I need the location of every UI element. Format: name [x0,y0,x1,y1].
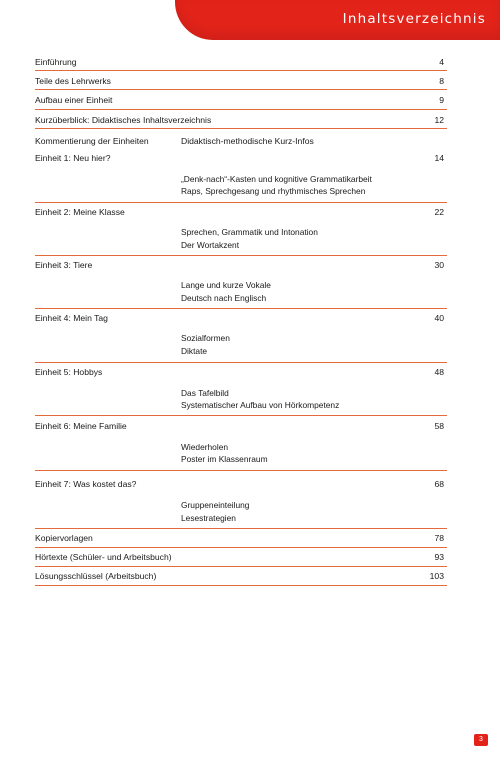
page-title: Inhaltsverzeichnis [342,11,486,27]
toc-unit-label: Einheit 4: Mein Tag [35,313,108,323]
unit-topic: Sozialformen [181,333,230,343]
toc-entry-label: Einführung [35,57,77,67]
unit-topic: Der Wortakzent [181,240,240,250]
toc-unit-page: 30 [434,260,444,270]
divider [35,202,447,203]
toc-entry-label: Kopiervorlagen [35,533,93,543]
toc-unit-label: Einheit 7: Was kostet das? [35,479,137,489]
unit-topic: Poster im Klassenraum [181,454,268,464]
toc-entry-label: Teile des Lehrwerks [35,76,111,86]
toc-unit-label: Einheit 3: Tiere [35,260,93,270]
toc-unit-page: 58 [434,421,444,431]
divider [35,362,447,363]
divider [35,415,447,416]
unit-topic: Deutsch nach Englisch [181,293,267,303]
divider [35,585,447,586]
unit-topic: Raps, Sprechgesang und rhythmisches Sprechen [181,186,366,196]
unit-topic: Lesestrategien [181,513,236,523]
divider [35,566,447,567]
toc-entry-label: Aufbau einer Einheit [35,95,113,105]
unit-topic: Sprechen, Grammatik und Intonation [181,227,318,237]
toc-unit-page: 68 [434,479,444,489]
toc-entry-page: 9 [439,95,444,105]
toc-entry-page: 78 [434,533,444,543]
toc-unit-page: 14 [434,153,444,163]
toc-entry-page: 103 [429,571,444,581]
page-number-badge: 3 [474,734,488,746]
divider [35,70,447,71]
toc-entry-page: 12 [434,115,444,125]
unit-topic: Wiederholen [181,442,229,452]
divider [35,308,447,309]
toc-entry-page: 4 [439,57,444,67]
toc-unit-label: Einheit 2: Meine Klasse [35,207,125,217]
toc-entry-page: 93 [434,552,444,562]
unit-topic: Diktate [181,346,208,356]
divider [35,255,447,256]
commentary-label: Kommentierung der Einheiten [35,136,149,146]
unit-topic: „Denk-nach“-Kasten und kognitive Grammatikarbeit [181,174,372,184]
toc-unit-page: 22 [434,207,444,217]
toc-unit-page: 48 [434,367,444,377]
toc-entry-page: 8 [439,76,444,86]
unit-topic: Systematischer Aufbau von Hörkompetenz [181,400,340,410]
unit-topic: Lange und kurze Vokale [181,280,271,290]
toc-entry-label: Lösungsschlüssel (Arbeitsbuch) [35,571,157,581]
header-banner [175,0,500,40]
toc-unit-label: Einheit 5: Hobbys [35,367,103,377]
toc-entry-label: Hörtexte (Schüler- und Arbeitsbuch) [35,552,172,562]
divider [35,547,447,548]
commentary-column-heading: Didaktisch-methodische Kurz-Infos [181,136,314,146]
unit-topic: Gruppeneinteilung [181,500,250,510]
toc-unit-label: Einheit 1: Neu hier? [35,153,111,163]
divider [35,528,447,529]
divider [35,89,447,90]
toc-unit-page: 40 [434,313,444,323]
unit-topic: Das Tafelbild [181,388,229,398]
divider [35,470,447,471]
toc-entry-label: Kurzüberblick: Didaktisches Inhaltsverzeichnis [35,115,212,125]
divider [35,109,447,110]
divider [35,128,447,129]
toc-unit-label: Einheit 6: Meine Familie [35,421,127,431]
